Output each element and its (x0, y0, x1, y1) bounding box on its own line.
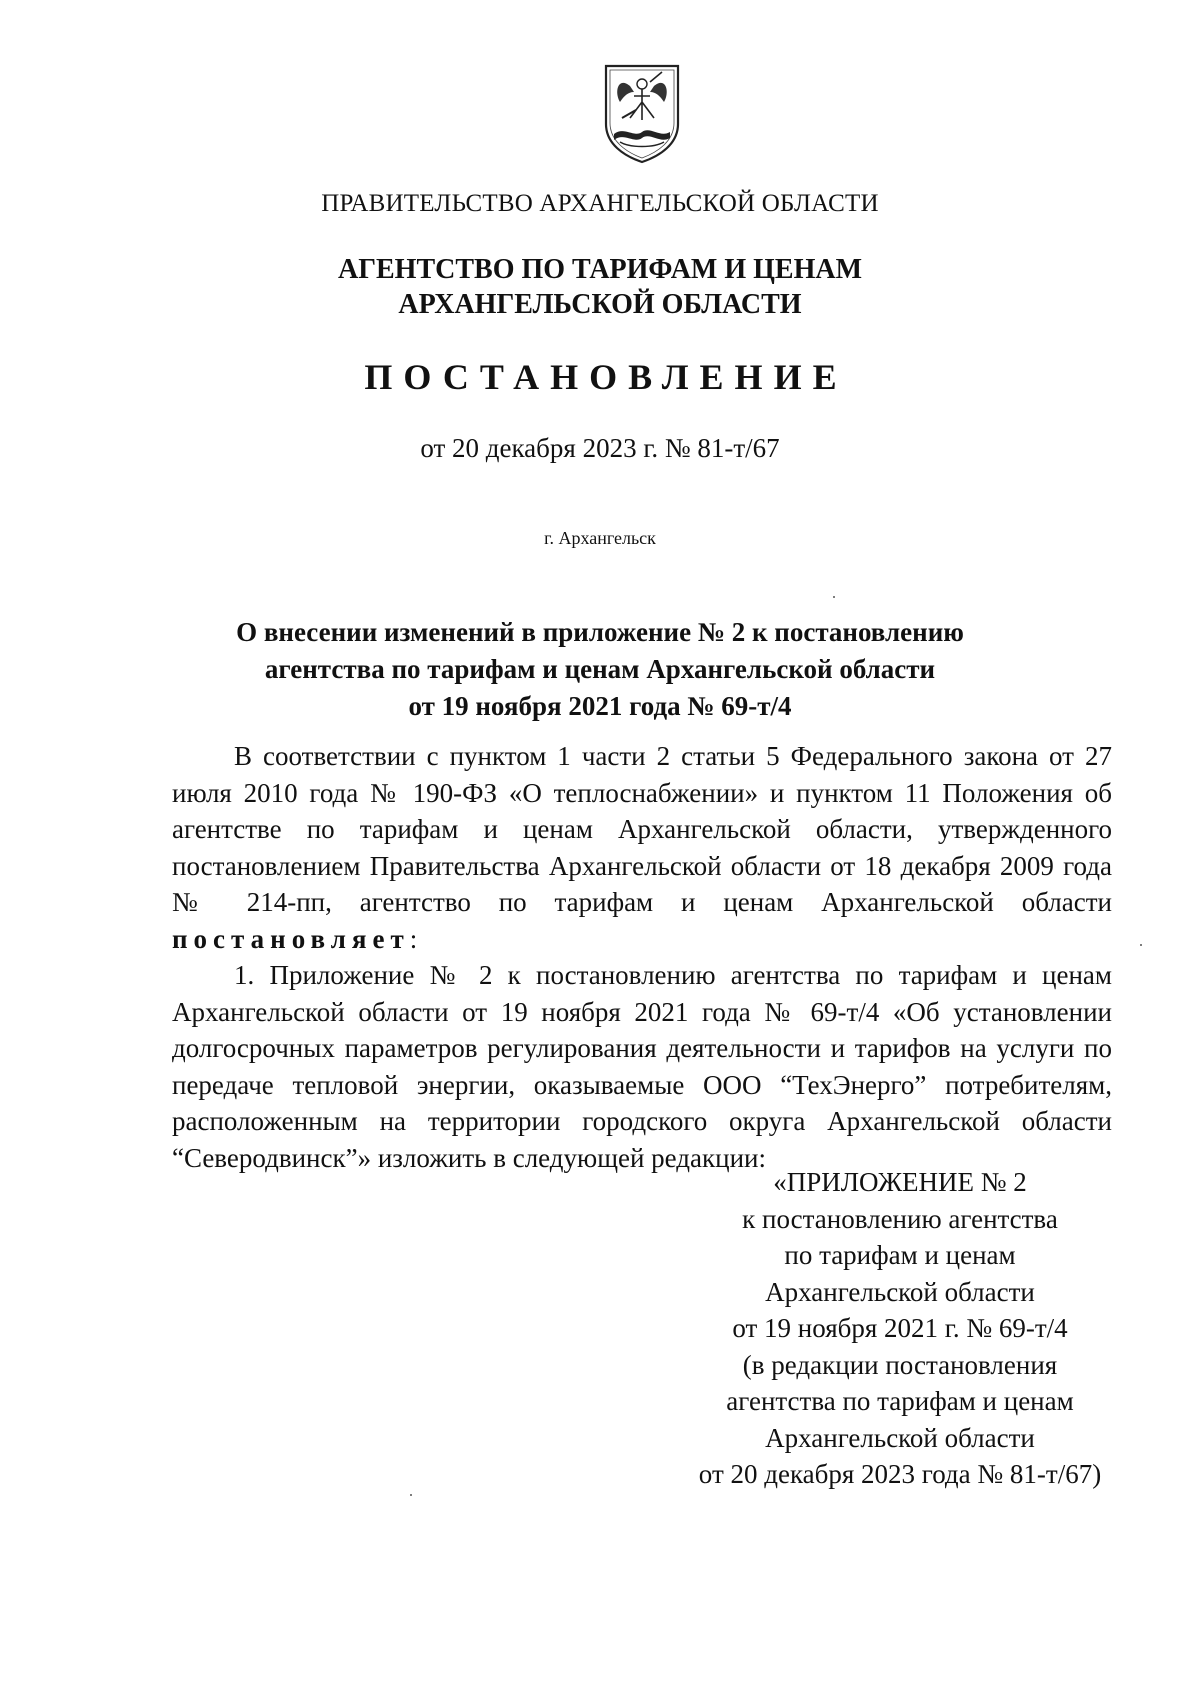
scan-speck (1140, 944, 1142, 946)
subject-line-2: агентства по тарифам и ценам Архангельской области (264, 654, 936, 684)
scan-speck (410, 1494, 412, 1496)
appendix-line: к постановлению агентства (742, 1203, 1058, 1234)
preamble-paragraph (172, 738, 1112, 957)
document-city: г. Архангельск (544, 528, 656, 548)
appendix-line: «ПРИЛОЖЕНИЕ № 2 (773, 1167, 1027, 1197)
appendix-line: от 20 декабря 2023 года № 81-т/67) (698, 1459, 1102, 1489)
arkhangelsk-coat-of-arms-icon (600, 62, 684, 166)
item-1-paragraph: 1. Приложение № 2 к постановлению агентства по тарифам и ценам Архангельской области от 19 ноября 2021 года № 69-т/4 «Об установлении долгосрочных параметров регулирования деятельности и тарифов на услуги по передаче тепловой энергии, оказываемые ООО “ТехЭнерго” потребителям, расположенным на территории городского округа Архангельской области “Северодвинск”» изложить в следующей редакции: (172, 960, 1112, 1173)
agency-name-line-1: АГЕНТСТВО ПО ТАРИФАМ И ЦЕНАМ (337, 254, 863, 285)
appendix-line: по тарифам и ценам (784, 1240, 1016, 1270)
appendix-line: Архангельской области (765, 1422, 1035, 1453)
appendix-heading (680, 1164, 1120, 1493)
document-date-number: от 20 декабря 2023 г. № 81-т/67 (420, 433, 780, 463)
subject-line-1: О внесении изменений в приложение № 2 к постановлению (236, 617, 964, 647)
appendix-line: агентства по тарифам и ценам (726, 1386, 1074, 1416)
appendix-line: Архангельской области (765, 1276, 1035, 1307)
agency-name-line-2: АРХАНГЕЛЬСКОЙ ОБЛАСТИ (398, 289, 802, 320)
subject-line-3: от 19 ноября 2021 года № 69-т/4 (408, 691, 792, 721)
document-type-title: ПОСТАНОВЛЕНИЕ (364, 357, 848, 397)
document-subject (0, 614, 1200, 725)
preamble-keyword: постановляет (172, 923, 410, 954)
agency-name (0, 252, 1200, 322)
scan-speck (833, 596, 835, 598)
appendix-line: от 19 ноября 2021 г. № 69-т/4 (732, 1313, 1068, 1343)
document-body (172, 738, 1112, 1176)
preamble-text: В соответствии с пунктом 1 части 2 статьи 5 Федерального закона от 27 июля 2010 года № 190-ФЗ «О теплоснабжении» и пунктом 11 Положения об агентстве по тарифам и ценам Архангельской области, утвержденного постановлением Правительства Архангельской области от 18 декабря 2009 года № 214-пп, агентство по тарифам и ценам Архангельской области (172, 741, 1112, 917)
appendix-line: (в редакции постановления (742, 1349, 1058, 1380)
government-name: ПРАВИТЕЛЬСТВО АРХАНГЕЛЬСКОЙ ОБЛАСТИ (321, 190, 879, 217)
preamble-end: : (409, 923, 418, 954)
